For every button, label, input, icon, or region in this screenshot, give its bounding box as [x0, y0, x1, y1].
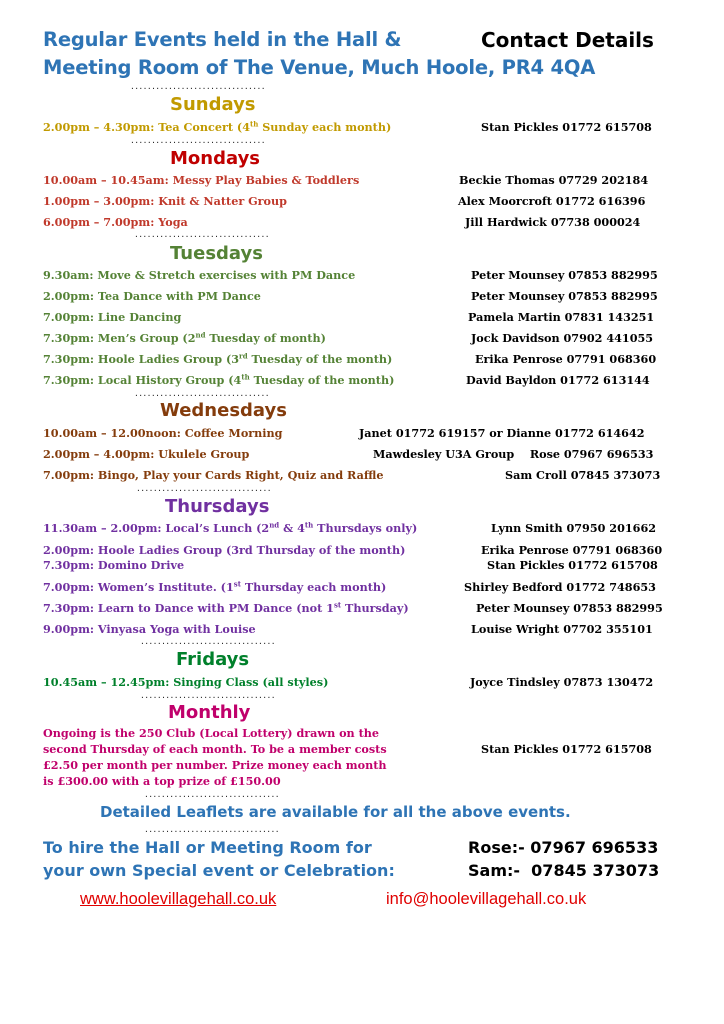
- event-row: 7.00pm: Women’s Institute. (1st Thursday each month): [43, 579, 387, 594]
- divider: ................................: [140, 637, 275, 646]
- event-contact: David Bayldon 01772 613144: [466, 373, 650, 387]
- divider: ................................: [144, 790, 279, 799]
- monthly-heading: Monthly: [168, 702, 251, 723]
- monthly-text-line: Ongoing is the 250 Club (Local Lottery) drawn on the: [43, 726, 380, 740]
- event-row: 2.00pm: Tea Dance with PM Dance: [43, 289, 261, 303]
- hire-contact-sam: Sam:- 07845 373073: [468, 861, 660, 880]
- leaflets-note: Detailed Leaflets are available for all the above events.: [100, 803, 571, 821]
- event-row: 7.30pm: Local History Group (4th Tuesday of the month): [43, 372, 395, 387]
- event-contact: Pamela Martin 07831 143251: [468, 310, 655, 324]
- event-contact: Louise Wright 07702 355101: [471, 622, 653, 636]
- divider: ................................: [134, 230, 269, 239]
- hire-text-line1: To hire the Hall or Meeting Room for: [43, 838, 372, 857]
- event-row: 7.30pm: Domino Drive: [43, 558, 185, 572]
- event-row: 7.30pm: Hoole Ladies Group (3rd Tuesday of the month): [43, 351, 393, 366]
- event-contact: Peter Mounsey 07853 882995: [471, 268, 658, 282]
- divider: ................................: [144, 825, 279, 834]
- event-contact: Jock Davidson 07902 441055: [471, 331, 654, 345]
- event-row: 1.00pm – 3.00pm: Knit & Natter Group: [43, 194, 287, 208]
- fridays-heading: Fridays: [176, 649, 250, 670]
- website-link[interactable]: www.hoolevillagehall.co.uk: [80, 890, 277, 908]
- hire-text-line2: your own Special event or Celebration:: [43, 861, 395, 880]
- mondays-heading: Mondays: [170, 148, 261, 169]
- event-contact: Beckie Thomas 07729 202184: [459, 173, 649, 187]
- page-title-line1: Regular Events held in the Hall &: [43, 28, 402, 51]
- event-row: 10.45am – 12.45pm: Singing Class (all styles): [43, 675, 329, 689]
- event-row: 2.00pm – 4.30pm: Tea Concert (4th Sunday each month): [43, 119, 392, 134]
- event-contact: Sam Croll 07845 373073: [505, 468, 661, 482]
- event-row: 7.30pm: Learn to Dance with PM Dance (not 1st Thursday): [43, 600, 409, 615]
- event-row: 2.00pm: Hoole Ladies Group (3rd Thursday of the month): [43, 543, 406, 557]
- page-title-line2: Meeting Room of The Venue, Much Hoole, PR4 4QA: [43, 56, 596, 79]
- monthly-text-line: second Thursday of each month. To be a member costs: [43, 742, 387, 756]
- event-row: 10.00am – 10.45am: Messy Play Babies & Toddlers: [43, 173, 360, 187]
- monthly-text-line: £2.50 per month per number. Prize money each month: [43, 758, 387, 772]
- event-row: 9.30am: Move & Stretch exercises with PM Dance: [43, 268, 356, 282]
- event-row: 6.00pm – 7.00pm: Yoga: [43, 215, 188, 229]
- contact-details-heading: Contact Details: [481, 28, 654, 52]
- event-row: 10.00am – 12.00noon: Coffee Morning: [43, 426, 283, 440]
- event-contact: Jill Hardwick 07738 000024: [465, 215, 641, 229]
- event-row: 9.00pm: Vinyasa Yoga with Louise: [43, 622, 256, 636]
- divider: ................................: [130, 136, 265, 145]
- event-contact: Alex Moorcroft 01772 616396: [458, 194, 646, 208]
- event-contact: Stan Pickles 01772 615708: [487, 558, 658, 572]
- event-contact: Peter Mounsey 07853 882995: [476, 601, 663, 615]
- event-contact: Shirley Bedford 01772 748653: [464, 580, 656, 594]
- event-contact: Erika Penrose 07791 068360: [475, 352, 657, 366]
- divider: ................................: [134, 389, 269, 398]
- event-contact: Mawdesley U3A Group Rose 07967 696533: [373, 447, 654, 461]
- sundays-heading: Sundays: [170, 94, 256, 115]
- event-row: 7.00pm: Line Dancing: [43, 310, 182, 324]
- tuesdays-heading: Tuesdays: [170, 243, 263, 264]
- event-contact: Janet 01772 619157 or Dianne 01772 614642: [359, 426, 645, 440]
- divider: ................................: [140, 691, 275, 700]
- event-row: 7.00pm: Bingo, Play your Cards Right, Quiz and Raffle: [43, 468, 384, 482]
- hire-contact-rose: Rose:- 07967 696533: [468, 838, 659, 857]
- event-row: 2.00pm – 4.00pm: Ukulele Group: [43, 447, 250, 461]
- event-row: 7.30pm: Men’s Group (2nd Tuesday of month): [43, 330, 326, 345]
- divider: ................................: [130, 82, 265, 91]
- event-row: 11.30am – 2.00pm: Local’s Lunch (2nd & 4th Thursdays only): [43, 520, 418, 535]
- monthly-contact: Stan Pickles 01772 615708: [481, 742, 652, 756]
- monthly-text-line: is £300.00 with a top prize of £150.00: [43, 774, 281, 788]
- event-contact: Stan Pickles 01772 615708: [481, 120, 652, 134]
- event-contact: Joyce Tindsley 07873 130472: [470, 675, 654, 689]
- event-contact: Erika Penrose 07791 068360: [481, 543, 663, 557]
- wednesdays-heading: Wednesdays: [160, 400, 287, 421]
- email-link[interactable]: info@hoolevillagehall.co.uk: [386, 890, 587, 908]
- thursdays-heading: Thursdays: [165, 496, 270, 517]
- divider: ................................: [136, 484, 271, 493]
- event-contact: Peter Mounsey 07853 882995: [471, 289, 658, 303]
- event-contact: Lynn Smith 07950 201662: [491, 521, 657, 535]
